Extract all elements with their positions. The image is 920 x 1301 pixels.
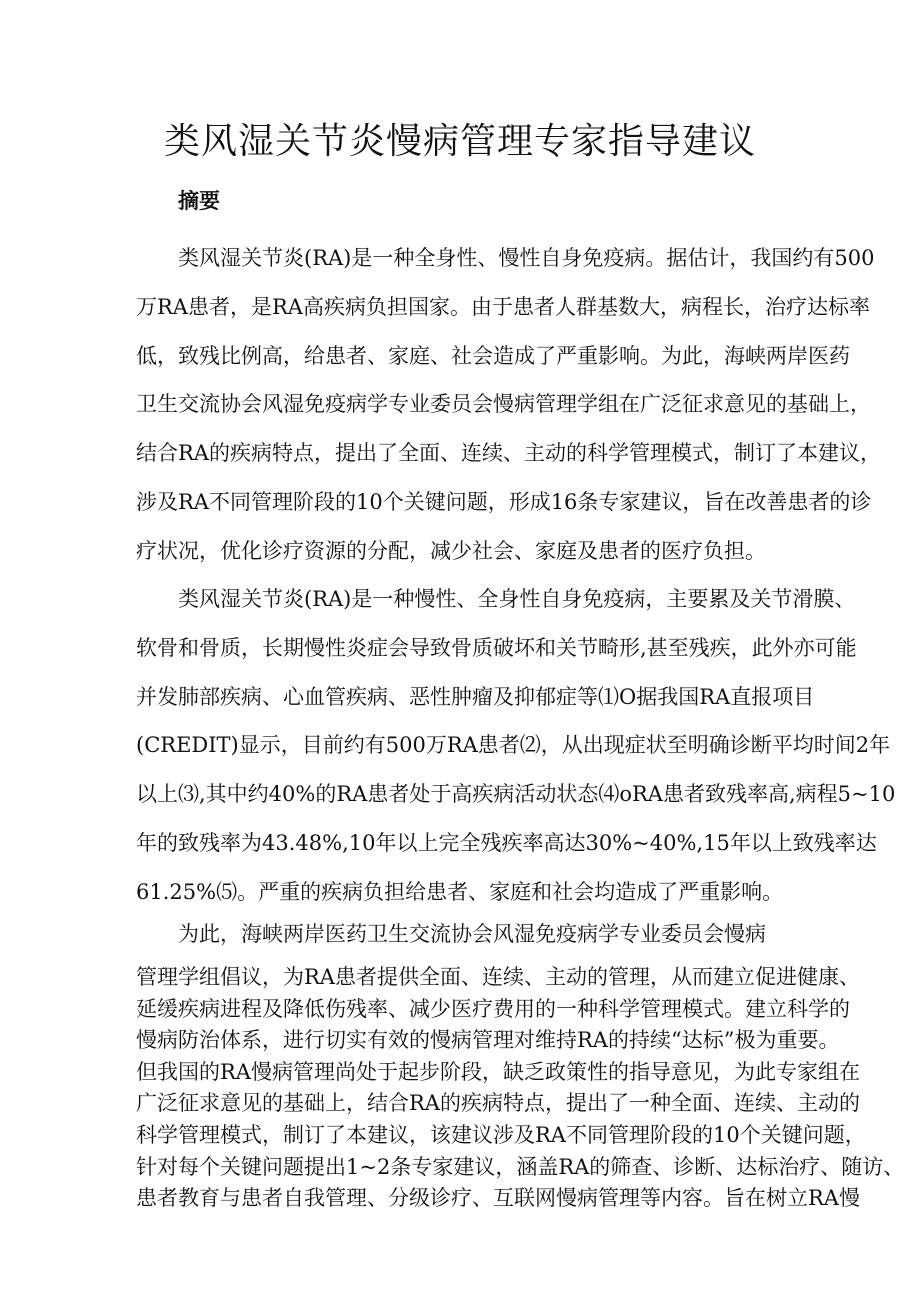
- text-line: 软骨和骨质，长期慢性炎症会导致骨质破坏和关节畸形,甚至残疾，此外亦可能: [136, 635, 857, 660]
- text-line: 针对每个关键问题提出1~2条专家建议，涵盖RA的筛查、诊断、达标治疗、随访、: [136, 1154, 905, 1179]
- text-line: 年的致残率为43.48%,10年以上完全残疾率高达30%~40%,15年以上致残率达: [136, 830, 877, 855]
- text-line: 类风湿关节炎(RA)是一种全身性、慢性自身免疫病。据估计，我国约有500: [178, 246, 875, 270]
- text-line: 61.25%⑸。严重的疾病负担给患者、家庭和社会均造成了严重影响。: [136, 879, 784, 904]
- text-line: 类风湿关节炎(RA)是一种慢性、全身性自身免疫病，主要累及关节滑膜、: [178, 587, 856, 611]
- text-line: 患者教育与患者自我管理、分级诊疗、互联网慢病管理等内容。旨在树立RA慢: [136, 1186, 860, 1211]
- text-line: 广泛征求意见的基础上，结合RA的疾病特点，提出了一种全面、连续、主动的: [136, 1091, 860, 1116]
- proposal-paragraph-start: [136, 916, 826, 952]
- text-line: 慢病防治体系，进行切实有效的慢病管理对维持RA的持续“达标”极为重要。: [136, 1028, 840, 1053]
- text-line: 涉及RA不同管理阶段的10个关键问题，形成16条专家建议，旨在改善患者的诊: [136, 489, 872, 514]
- text-line: 低，致残比例高，给患者、家庭、社会造成了严重影响。为此，海峡两岸医药: [136, 343, 850, 368]
- abstract-paragraph: [136, 234, 881, 576]
- text-line: 万RA患者，是RA高疾病负担国家。由于患者人群基数大，病程长，治疗达标率: [136, 294, 870, 319]
- text-line: 科学管理模式，制订了本建议，该建议涉及RA不同管理阶段的10个关键问题，: [136, 1122, 866, 1147]
- text-line: 以上⑶,其中约40%的RA患者处于高疾病活动状态⑷oRA患者致残率高,病程5~10: [136, 782, 896, 807]
- text-line: 并发肺部疾病、心血管疾病、恶性肿瘤及抑郁症等⑴O据我国RA直报项目: [136, 684, 815, 709]
- abstract-heading: 摘要: [178, 189, 220, 213]
- text-line: 延缓疾病进程及降低伤残率、减少医疗费用的一种科学管理模式。建立科学的: [136, 996, 850, 1021]
- text-line: 卫生交流协会风湿免疫病学专业委员会慢病管理学组在广泛征求意见的基础上，: [136, 392, 871, 417]
- text-line: (CREDIT)显示，目前约有500万RA患者⑵，从出现症状至明确诊断平均时间2年: [136, 733, 891, 758]
- document-title: 类风湿关节炎慢病管理专家指导建议: [163, 121, 756, 162]
- proposal-paragraph-body: [136, 962, 905, 1215]
- intro-paragraph: [136, 575, 896, 917]
- text-line: 管理学组倡议，为RA患者提供全面、连续、主动的管理，从而建立促进健康、: [136, 965, 860, 989]
- text-line: 疗状况，优化诊疗资源的分配，减少社会、家庭及患者的医疗负担。: [136, 538, 766, 563]
- text-line: 结合RA的疾病特点，提出了全面、连续、主动的科学管理模式，制订了本建议，: [136, 441, 881, 466]
- text-line: 为此，海峡两岸医药卫生交流协会风湿免疫病学专业委员会慢病: [178, 922, 766, 946]
- text-line: 但我国的RA慢病管理尚处于起步阶段，缺乏政策性的指导意见，为此专家组在: [136, 1059, 860, 1084]
